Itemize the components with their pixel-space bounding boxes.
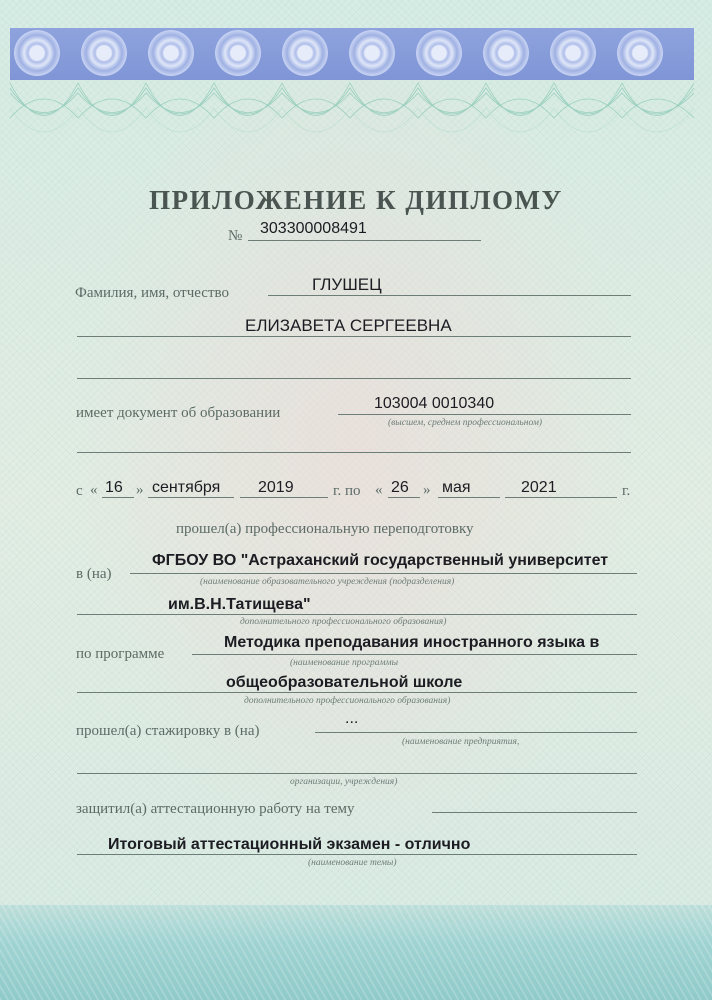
blank-underline-2 (77, 452, 631, 453)
from-day-value: 16 (105, 479, 123, 496)
education-label: имеет документ об образовании (76, 405, 281, 421)
rosette-ornament (416, 30, 462, 76)
institution-hint: (наименование образовательного учреждения (подразделения) (200, 577, 455, 587)
thesis-underline-2 (77, 854, 637, 855)
program-line2-value: общеобразовательной школе (226, 674, 463, 691)
name-patronymic-value: ЕЛИЗАВЕТА СЕРГЕЕВНА (245, 316, 452, 335)
to-day-underline (388, 497, 420, 498)
from-day-underline (102, 497, 134, 498)
program-hint-2: (наименование программы (290, 658, 398, 668)
education-doc-value: 103004 0010340 (374, 395, 495, 412)
document-title: ПРИЛОЖЕНИЕ К ДИПЛОМУ (149, 185, 563, 215)
open-quote: « (375, 482, 383, 498)
year-suffix: г. (622, 483, 631, 499)
rosette-ornament (14, 30, 60, 76)
internship-value: ... (345, 710, 359, 727)
rosette-ornament (148, 30, 194, 76)
internship-hint-2: организации, учреждения) (290, 777, 398, 787)
program-underline (192, 654, 637, 655)
diploma-number: 303300008491 (260, 220, 367, 237)
institution-underline-2 (77, 614, 637, 615)
top-guilloche-pattern (10, 78, 694, 158)
open-quote: « (90, 482, 98, 498)
surname-value: ГЛУШЕЦ (312, 275, 382, 294)
to-day-value: 26 (391, 479, 409, 496)
close-quote: » (136, 482, 144, 498)
in-label: в (на) (76, 566, 112, 582)
year-to-label: г. по (333, 483, 361, 499)
to-month-underline (438, 497, 500, 498)
internship-underline-2 (77, 773, 637, 774)
rosette-ornament (550, 30, 596, 76)
institution-underline (130, 573, 637, 574)
thesis-value: Итоговый аттестационный экзамен - отлично (108, 836, 471, 853)
name-underline (77, 336, 631, 337)
close-quote: » (423, 482, 431, 498)
rosette-ornament (349, 30, 395, 76)
number-sign: № (228, 228, 243, 244)
passed-label: прошел(а) профессиональную переподготовку (176, 521, 474, 537)
thesis-label: защитил(а) аттестационную работу на тему (76, 801, 355, 817)
rosette-ornament (617, 30, 663, 76)
institution-line2-value: им.В.Н.Татищева" (168, 596, 311, 613)
program-line1-value: Методика преподавания иностранного языка в (224, 634, 600, 651)
rosette-ornament (81, 30, 127, 76)
from-year-underline (240, 497, 328, 498)
from-month-value: сентября (152, 479, 221, 496)
rosette-ornament (215, 30, 261, 76)
from-year-value: 2019 (258, 479, 294, 496)
program-label: по программе (76, 646, 165, 662)
program-hint-3: дополнительного профессионального образования) (244, 696, 451, 706)
fio-label: Фамилия, имя, отчество (75, 285, 229, 301)
from-month-underline (148, 497, 234, 498)
education-underline (338, 414, 631, 415)
program-underline-2 (77, 692, 637, 693)
rosette-ornament (483, 30, 529, 76)
internship-underline (315, 732, 637, 733)
thesis-hint: (наименование темы) (308, 858, 397, 868)
to-year-underline (505, 497, 617, 498)
blank-underline (77, 378, 631, 379)
from-label: с (76, 483, 83, 499)
program-hint-1: дополнительного профессионального образования) (240, 617, 447, 627)
internship-label: прошел(а) стажировку в (на) (76, 723, 260, 739)
internship-hint-1: (наименование предприятия, (402, 737, 520, 747)
institution-line1-value: ФГБОУ ВО "Астраханский государственный университет (152, 552, 609, 569)
thesis-underline (432, 812, 637, 813)
education-hint: (высшем, среднем профессиональном) (388, 418, 543, 428)
number-underline (248, 240, 481, 241)
to-year-value: 2021 (521, 479, 557, 496)
surname-underline (268, 295, 631, 296)
to-month-value: мая (442, 479, 471, 496)
rosette-ornament (282, 30, 328, 76)
bottom-guilloche-pattern (0, 905, 712, 1000)
